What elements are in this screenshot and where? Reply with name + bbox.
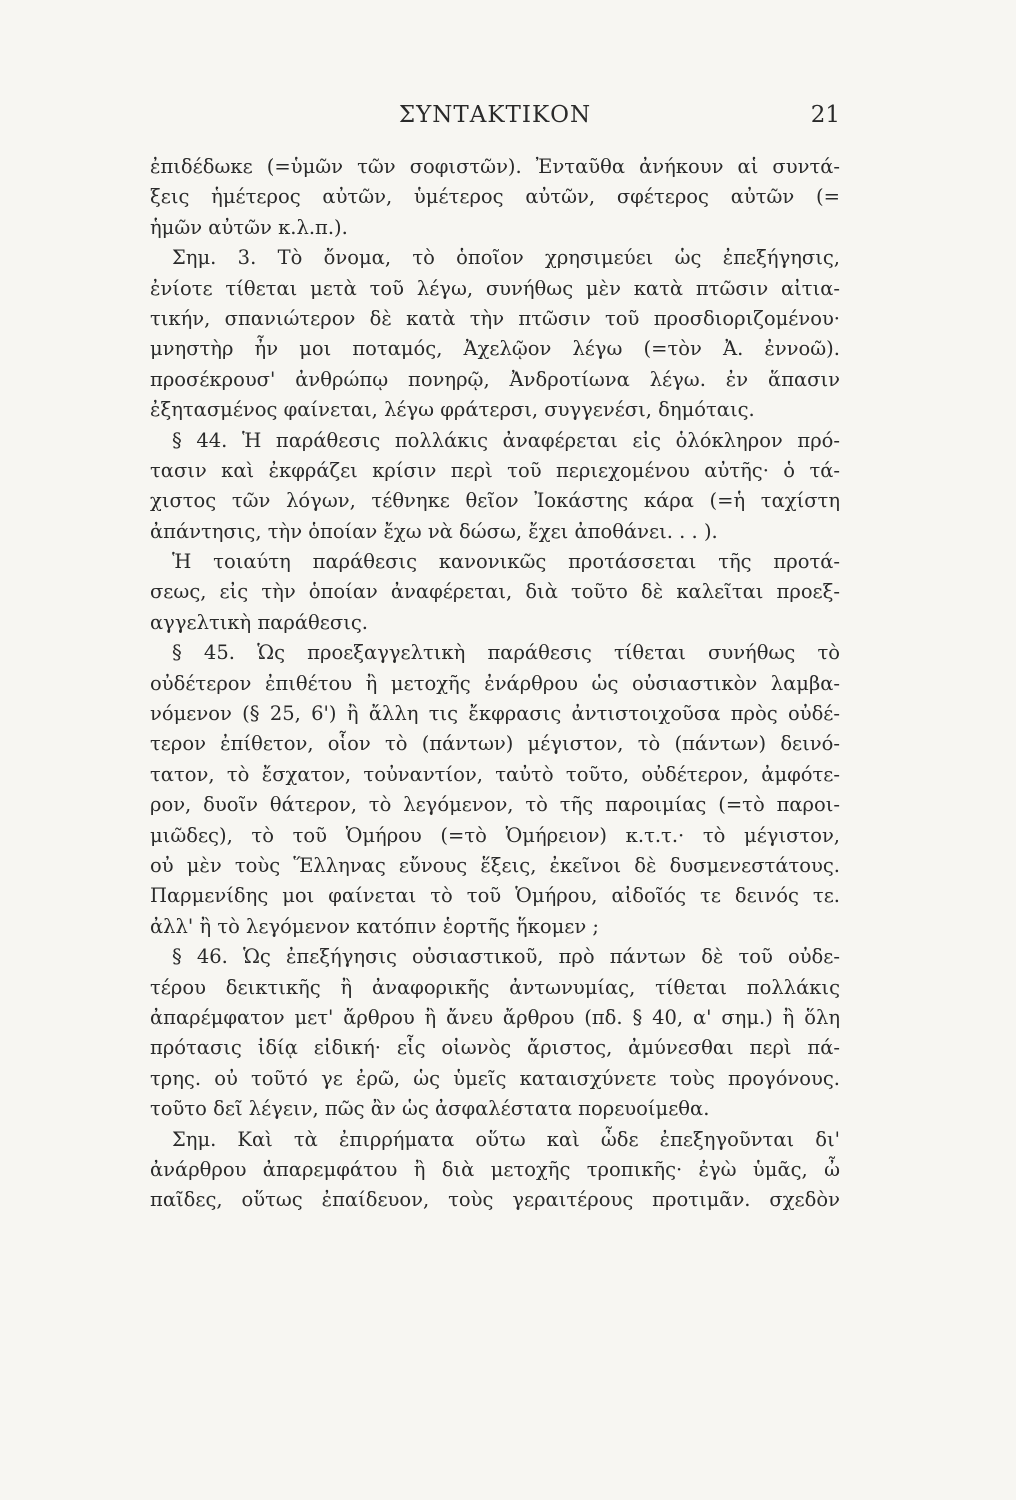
- text-line: χιστος τῶν λόγων, τέθνηκε θεῖον Ἰοκάστης κάρα (=ἡ ταχίστη: [150, 489, 840, 513]
- text-line: ἀλλ' ἢ τὸ λεγόμενον κατόπιν ἑορτῆς ἥκομεν ;: [150, 914, 599, 938]
- text-line: ἐπιδέδωκε (=ὑμῶν τῶν σοφιστῶν). Ἐνταῦθα ἀνήκουν αἱ συντά-: [150, 155, 840, 178]
- text-line: μνηστὴρ ἦν μοι ποταμός, Ἀχελῷον λέγω (=τὸν Ἀ. ἐννοῶ).: [150, 337, 840, 361]
- running-header: [150, 96, 840, 136]
- text-line: § 45. Ὡς προεξαγγελτικὴ παράθεσις τίθεται συνήθως τὸ: [172, 641, 840, 665]
- page-number: 21: [810, 102, 840, 128]
- text-line: τατον, τὸ ἔσχατον, τοὐναντίον, ταὐτὸ τοῦτο, οὐδέτερον, ἀμφότε-: [150, 762, 840, 786]
- body-text: [150, 152, 840, 1216]
- text-line: Παρμενίδης μοι φαίνεται τὸ τοῦ Ὁμήρου, αἰδοῖός τε δεινός τε.: [150, 884, 840, 908]
- page-title: ΣΥΝΤΑΚΤΙΚΟΝ: [398, 102, 592, 128]
- text-line: § 46. Ὡς ἐπεξήγησις οὐσιαστικοῦ, πρὸ πάντων δὲ τοῦ οὐδε-: [172, 945, 840, 969]
- text-line: μιῶδες), τὸ τοῦ Ὁμήρου (=τὸ Ὁμήρειον) κ.τ.τ.· τὸ μέγιστον,: [150, 823, 840, 847]
- text-line: τρης. οὐ τοῦτό γε ἐρῶ, ὡς ὑμεῖς καταισχύνετε τοὺς προγόνους.: [150, 1066, 840, 1090]
- text-line: οὐδέτερον ἐπιθέτου ἢ μετοχῆς ἐνάρθρου ὡς οὐσιαστικὸν λαμβα-: [150, 671, 840, 695]
- text-line: ἡμῶν αὐτῶν κ.λ.π.).: [150, 215, 348, 239]
- text-line: Σημ. 3. Τὸ ὄνομα, τὸ ὁποῖον χρησιμεύει ὡς ἐπεξήγησις,: [172, 246, 840, 270]
- text-line: ἐνίοτε τίθεται μετὰ τοῦ λέγω, συνήθως μὲν κατὰ πτῶσιν αἰτια-: [150, 276, 840, 300]
- text-line: οὐ μὲν τοὺς Ἕλληνας εὔνους ἕξεις, ἐκεῖνοι δὲ δυσμενεστάτους.: [150, 853, 840, 877]
- text-line: Σημ. Καὶ τὰ ἐπιρρήματα οὕτω καὶ ὧδε ἐπεξηγοῦνται δι': [172, 1127, 840, 1151]
- page: [150, 96, 840, 1216]
- text-line: § 44. Ἡ παράθεσις πολλάκις ἀναφέρεται εἰς ὁλόκληρον πρό-: [172, 428, 840, 452]
- text-line: τέρου δεικτικῆς ἢ ἀναφορικῆς ἀντωνυμίας, τίθεται πολλάκις: [150, 975, 840, 999]
- text-line: τικήν, σπανιώτερον δὲ κατὰ τὴν πτῶσιν τοῦ προσδιοριζομένου·: [150, 306, 840, 330]
- text-line: ἀνάρθρου ἀπαρεμφάτου ἢ διὰ μετοχῆς τροπικῆς· ἐγὼ ὑμᾶς, ὦ: [150, 1157, 840, 1181]
- text-line: αγγελτικὴ παράθεσις.: [150, 610, 368, 634]
- text-line: παῖδες, οὕτως ἐπαίδευον, τοὺς γεραιτέρους προτιμᾶν. σχεδὸν: [150, 1188, 840, 1212]
- text-line: ἀπάντησις, τὴν ὁποίαν ἔχω νὰ δώσω, ἔχει ἀποθάνει. . . ).: [150, 519, 718, 543]
- text-line: ρον, δυοῖν θάτερον, τὸ λεγόμενον, τὸ τῆς παροιμίας (=τὸ παροι-: [150, 793, 840, 817]
- text-line: Ἡ τοιαύτη παράθεσις κανονικῶς προτάσσεται τῆς προτά-: [172, 550, 840, 574]
- text-line: νόμενον (§ 25, 6') ἢ ἄλλη τις ἔκφρασις ἀντιστοιχοῦσα πρὸς οὐδέ-: [150, 702, 840, 726]
- text-line: πρότασις ἰδίᾳ εἰδική· εἷς οἰωνὸς ἄριστος, ἀμύνεσθαι περὶ πά-: [150, 1036, 840, 1060]
- text-line: τασιν καὶ ἐκφράζει κρίσιν περὶ τοῦ περιεχομένου αὐτῆς· ὁ τά-: [150, 458, 840, 482]
- text-line: τερον ἐπίθετον, οἷον τὸ (πάντων) μέγιστον, τὸ (πάντων) δεινό-: [150, 732, 840, 756]
- text-line: σεως, εἰς τὴν ὁποίαν ἀναφέρεται, διὰ τοῦτο δὲ καλεῖται προεξ-: [150, 580, 840, 604]
- text-line: ἐξητασμένος φαίνεται, λέγω φράτερσι, συγγενέσι, δημόταις.: [150, 398, 755, 422]
- text-line: ξεις ἡμέτερος αὐτῶν, ὑμέτερος αὐτῶν, σφέτερος αὐτῶν (=: [150, 185, 840, 209]
- text-line: τοῦτο δεῖ λέγειν, πῶς ἂν ὡς ἀσφαλέστατα πορευοίμεθα.: [150, 1097, 710, 1121]
- text-line: ἀπαρέμφατον μετ' ἄρθρου ἢ ἄνευ ἄρθρου (πδ. § 40, α' σημ.) ἢ ὅλη: [150, 1005, 840, 1029]
- text-line: προσέκρουσ' ἀνθρώπῳ πονηρῷ, Ἀνδροτίωνα λέγω. ἐν ἅπασιν: [150, 367, 840, 391]
